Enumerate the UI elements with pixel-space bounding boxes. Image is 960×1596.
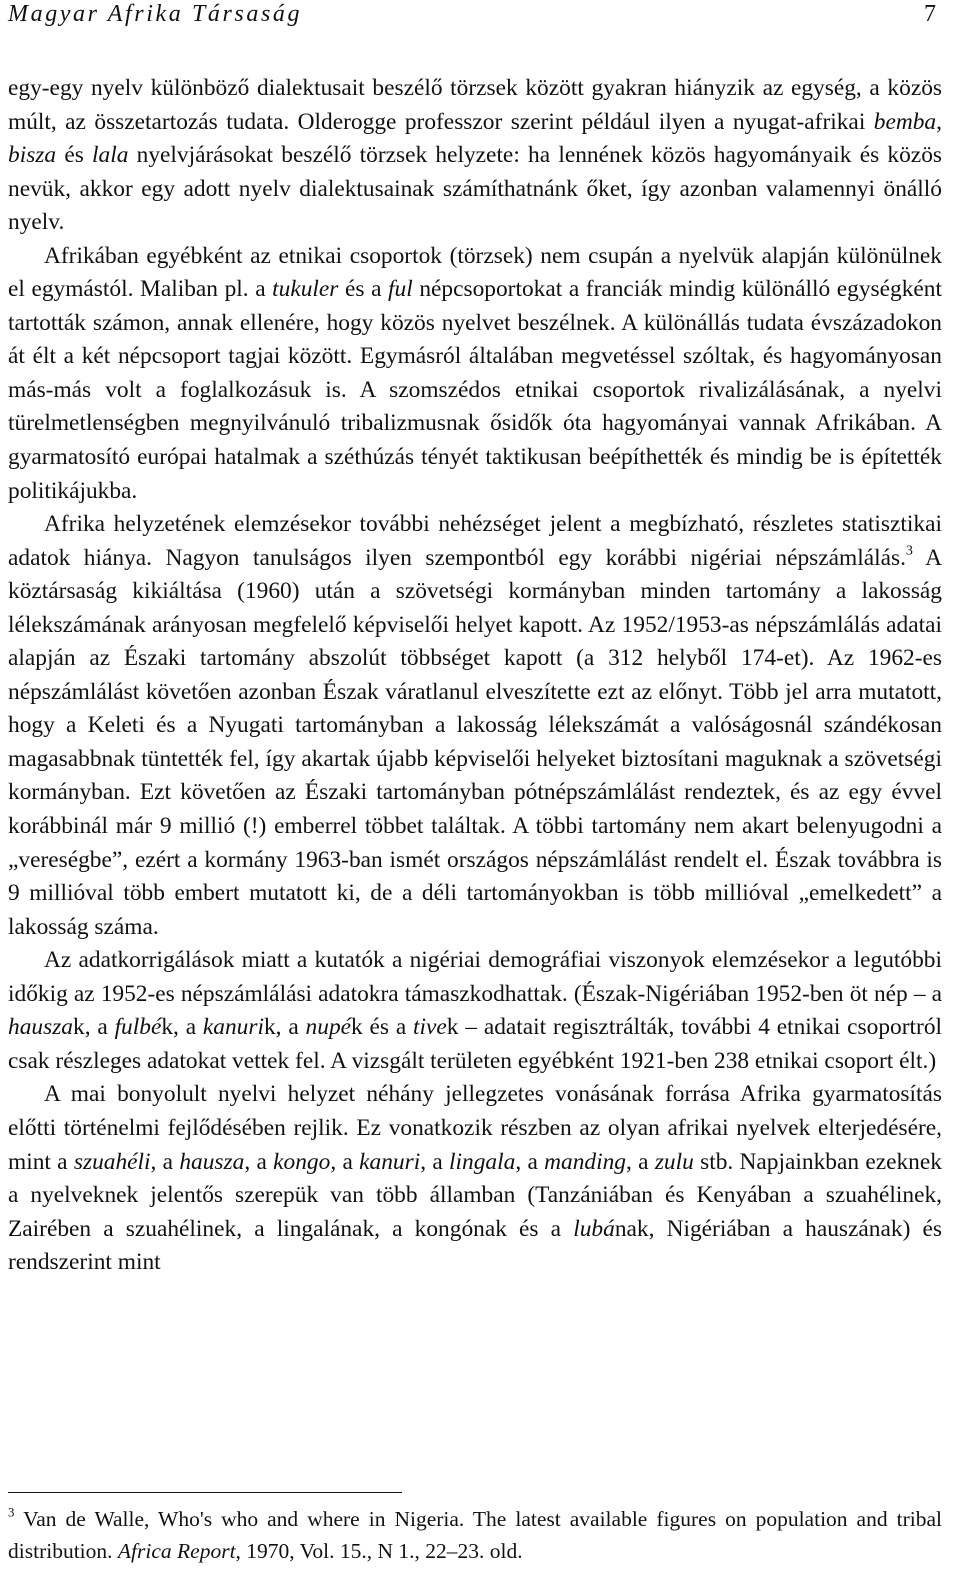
text-run: k, a <box>73 1014 115 1041</box>
text-run: egy-egy nyelv különböző dialektusait beszélő törzsek között gyakran hiányzik az egység, a közös múlt, az összetartozás tudata. Olderogge professzor szerint például ilyen a nyugat-afrikai <box>8 75 942 135</box>
text-run: és <box>56 142 93 169</box>
text-run: A köztársaság kikiáltása (1960) után a szövetségi kormányban minden tartomány a lakosság lélekszámának arányosan megfelelő képviselői helyet kapott. Az 1952/1953-as népszámlálás adatai alapján az Északi tartomány abszolút többséget kapott (a 312 helyből 174-et). Az 1962-es népszámlálást követően azonban Észak váratlanul elveszítette ezt az előnyt. Több jel arra mutatott, hogy a Keleti és a Nyugati tartományban a lakosság lélekszámát a valóságosnál szándékosan magasabbnak tüntették fel, így akartak újabb képviselői helyeket biztosítani maguknak a szövetségi kormányban. Ezt követően az Északi tartományban pótnépszámlálást rendeztek, és az egy évvel korábbinál már 9 millió (!) emberrel többet találtak. A többi tartomány nem akart belenyugodni a „vereségbe”, ezért a kormány 1963-ban ismét országos népszámlálást rendelt el. Észak továbbra is 9 millióval több embert mutatott ki, de a déli tartományokban is több millióval „emelkedett” a lakosság száma. <box>8 544 942 940</box>
italic-term: manding <box>544 1148 626 1175</box>
italic-term: nupé <box>305 1014 352 1041</box>
paragraph <box>8 1078 942 1279</box>
italic-term: hausza <box>8 1014 73 1041</box>
italic-term: kongo <box>273 1148 331 1175</box>
text-run: , <box>936 108 942 135</box>
text-run: Afrikában egyébként az etnikai csoportok (törzsek) nem csupán a nyelvük alapján különülnek el egymástól. Maliban pl. a <box>8 242 942 303</box>
text-run: k – adatait regisztrálták, további 4 etnikai csoportról csak részleges adatokat vettek fel. A vizsgált területen egyébként 1921-ben 238 etnikai csoport élt.) <box>8 1014 943 1074</box>
italic-term: lingala <box>449 1148 516 1175</box>
text-run: , a <box>515 1148 545 1175</box>
text-run: Az adatkorrigálások miatt a kutatók a nigériai demográfiai viszonyok elemzésekor a legutóbbi időkig az 1952-es népszámlálási adatokra támaszkodhattak. (Észak-Nigériában 1952-ben öt nép – a <box>8 947 942 1007</box>
footnote-ref: 3 <box>8 1505 15 1520</box>
footnotes <box>8 1503 942 1567</box>
italic-term: zulu <box>654 1148 694 1175</box>
italic-term: lala <box>92 142 129 169</box>
text-run: k, a <box>263 1014 306 1041</box>
text-run: nak, Nigériában a hauszának) és rendszerint mint <box>8 1215 942 1276</box>
italic-term: bemba <box>873 108 937 135</box>
text-run: k, a <box>161 1014 203 1041</box>
text-run: Van de Walle, Who's who and where in Nigeria. The latest available figures on population and tribal distribution. <box>8 1507 942 1563</box>
text-run: A mai bonyolult nyelvi helyzet néhány jellegzetes vonásának forrása Afrika gyarmatosítás előtti történelmi fejlődésében rejlik. Ez vonatkozik részben az olyan afrikai nyelvek elterjedésére, mint a <box>8 1081 942 1175</box>
italic-term: tukuler <box>272 276 339 303</box>
italic-term: szuahéli <box>73 1148 151 1175</box>
text-run: , a <box>244 1148 274 1175</box>
running-title: Magyar Afrika Társaság <box>8 1 303 27</box>
text-run: és a <box>338 276 389 303</box>
body-text <box>8 72 942 1280</box>
text-run: Afrika helyzetének elemzésekor további nehézséget jelent a megbízható, részletes statisztikai adatok hiánya. Nagyon tanulságos ilyen szempontból egy korábbi nigériai népszámlálás. <box>8 511 942 571</box>
italic-term: ful <box>388 276 413 303</box>
text-run: , a <box>626 1148 655 1175</box>
text-run: népcsoportokat a franciák mindig különálló egységként tartották számon, annak ellenére, hogy közös nyelvet beszélnek. A különállás tudata évszázadokon át élt a két népcsoport tagjai között. Egymásról általában megvetéssel szóltak, és hagyományosan más-más volt a foglalkozásuk is. A szomszédos etnikai csoportok rivalizálásának, a nyelvi türelmetlenségben megnyilvánuló tribalizmusnak ősidők óta hagyományai vannak Afrikában. A gyarmatosító európai hatalmak a széthúzás tényét taktikusan beépíthették és mindig be is építették politikájukba. <box>8 276 942 504</box>
text-run: , 1970, Vol. 15., N 1., 22–23. old. <box>235 1539 523 1563</box>
text-run: k és a <box>351 1014 414 1041</box>
italic-term: kanuri <box>359 1148 421 1175</box>
footnote-ref: 3 <box>905 542 913 559</box>
text-run: , a <box>150 1148 180 1175</box>
italic-term: lubá <box>573 1215 615 1242</box>
text-run: , a <box>330 1148 360 1175</box>
page-number: 7 <box>924 1 936 27</box>
italic-term: tive <box>413 1014 447 1041</box>
italic-term: kanuri <box>202 1014 264 1041</box>
footnote-divider <box>8 1492 402 1493</box>
italic-term: hausza <box>179 1148 245 1175</box>
paragraph <box>8 72 942 240</box>
italic-term: bisza <box>8 142 57 169</box>
paragraph <box>8 240 942 508</box>
text-run: nyelvjárásokat beszélő törzsek helyzete: ha lennének közös hagyományaik és közös nevük, akkor egy adott nyelv dialektusainak számíthatnánk őket, így azonban valamennyi önálló nyelv. <box>8 142 942 236</box>
text-run: , a <box>420 1148 450 1175</box>
page-header <box>8 0 950 36</box>
paragraph <box>8 508 942 944</box>
italic-term: Africa Report <box>117 1539 236 1563</box>
italic-term: fulbé <box>114 1014 162 1041</box>
text-run: stb. Napjainkban ezeknek a nyelveknek jelentős szerepük van több államban (Tanzániában és Kenyában a szuahélinek, Zairében a szuahélinek, a lingalának, a kongónak és a <box>8 1148 942 1242</box>
footnote <box>8 1503 942 1567</box>
paragraph <box>8 944 942 1078</box>
